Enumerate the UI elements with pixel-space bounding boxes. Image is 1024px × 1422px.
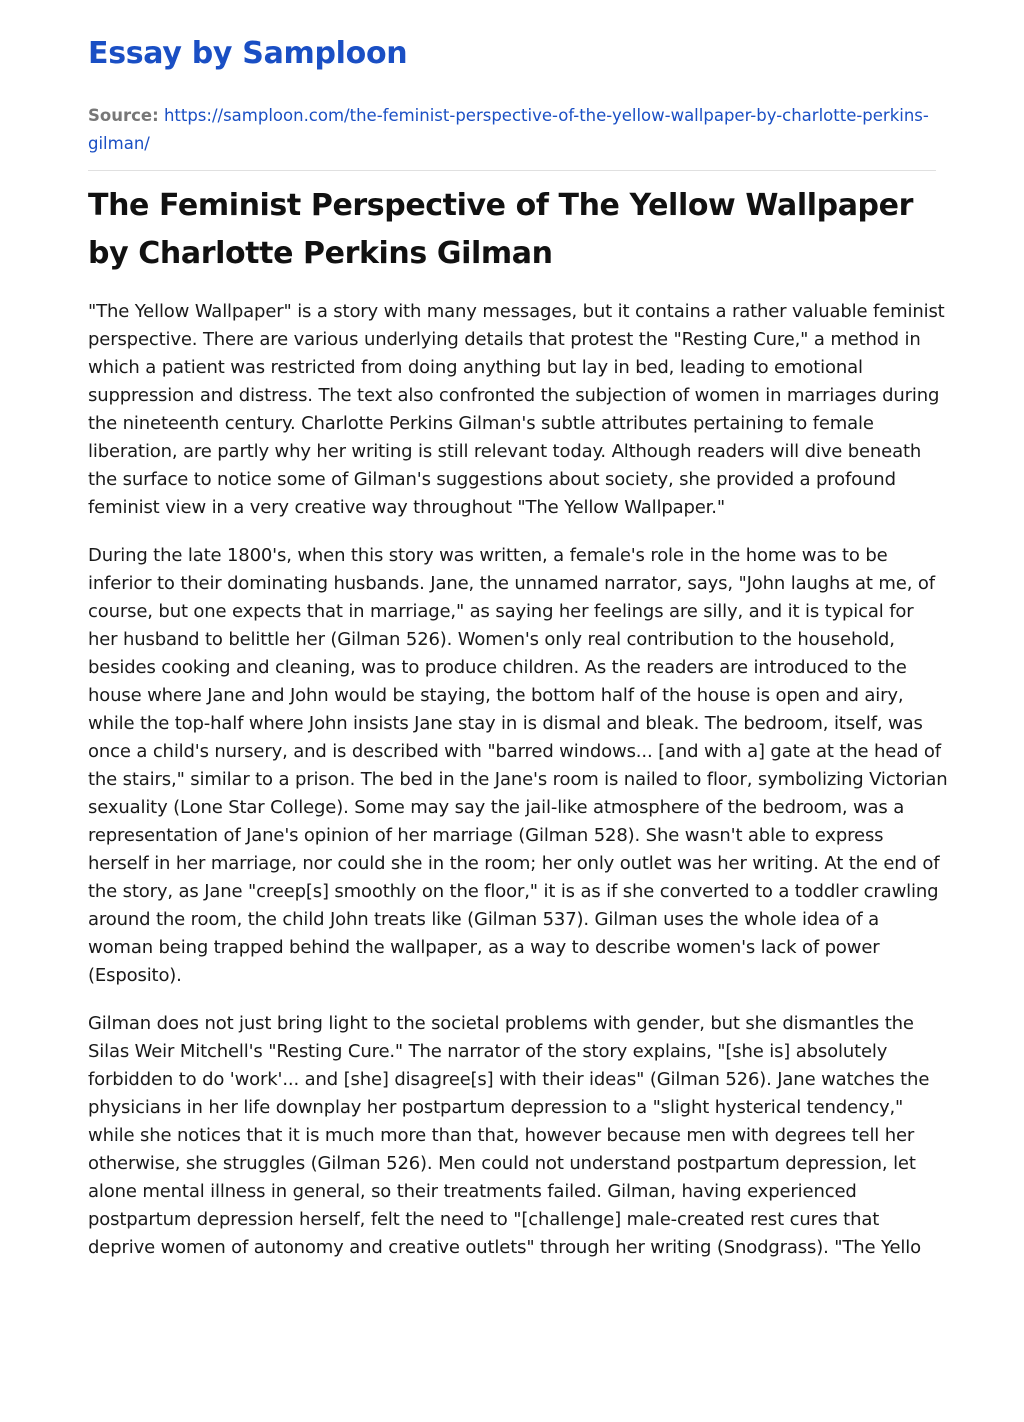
site-brand-title[interactable]: Essay by Samploon (88, 36, 408, 71)
header-divider (88, 170, 936, 171)
essay-title: The Feminist Perspective of The Yellow Wallpaper by Charlotte Perkins Gilman (88, 188, 913, 271)
essay-paragraph-1: "The Yellow Wallpaper" is a story with many messages, but it contains a rather valuable feminist perspective. There are various underlying details that protest the "Resting Cure," a method in which a patient was restricted from doing anything but lay in bed, leading to emotional suppression and distress. The text also confronted the subjection of women in marriages during the nineteenth century. Charlotte Perkins Gilman's subtle attributes pertaining to female liberation, are partly why her writing is still relevant today. Although readers will dive beneath the surface to notice some of Gilman's suggestions about society, she provided a profound feminist view in a very creative way throughout "The Yellow Wallpaper." (88, 301, 945, 518)
essay-paragraph-2: During the late 1800's, when this story was written, a female's role in the home was to be inferior to their dominating husbands. Jane, the unnamed narrator, says, "John laughs at me, of course, but one expects that in marriage," as saying her feelings are silly, and it is typical for her husband to belittle her (Gilman 526). Women's only real contribution to the household, besides cooking and cleaning, was to produce children. As the readers are introduced to the house where Jane and John would be staying, the bottom half of the house is open and airy, while the top-half where John insists Jane stay in is dismal and bleak. The bedroom, itself, was once a child's nursery, and is described with "barred windows... [and with a] gate at the head of the stairs," similar to a prison. The bed in the Jane's room is nailed to floor, symbolizing Victorian sexuality (Lone Star College). Some may say the jail-like atmosphere of the bedroom, was a representation of Jane's opinion of her marriage (Gilman 528). She wasn't able to express herself in her marriage, nor could she in the room; her only outlet was her writing. At the end of the story, as Jane "creep[s] smoothly on the floor," it is as if she converted to a toddler crawling around the room, the child John treats like (Gilman 537). Gilman uses the whole idea of a woman being trapped behind the wallpaper, as a way to describe women's lack of power (Esposito). (88, 545, 948, 986)
source-label: Source: (88, 106, 159, 125)
essay-body (88, 298, 948, 1282)
essay-paragraph-3: Gilman does not just bring light to the societal problems with gender, but she dismantles the Silas Weir Mitchell's "Resting Cure." The narrator of the story explains, "[she is] absolutely forbidden to do 'work'... and [she] disagree[s] with their ideas" (Gilman 526). Jane watches the physicians in her life downplay her postpartum depression to a "slight hysterical tendency," while she notices that it is much more than that, however because men with degrees tell her otherwise, she struggles (Gilman 526). Men could not understand postpartum depression, let alone mental illness in general, so their treatments failed. Gilman, having experienced postpartum depression herself, felt the need to "[challenge] male-created rest cures that deprive women of autonomy and creative outlets" through her writing (Snodgrass). "The Yello (88, 1013, 930, 1258)
source-link[interactable]: https://samploon.com/the-feminist-perspective-of-the-yellow-wallpaper-by-charlotte-perkins-gilman/ (88, 106, 929, 153)
source-line (88, 102, 936, 158)
